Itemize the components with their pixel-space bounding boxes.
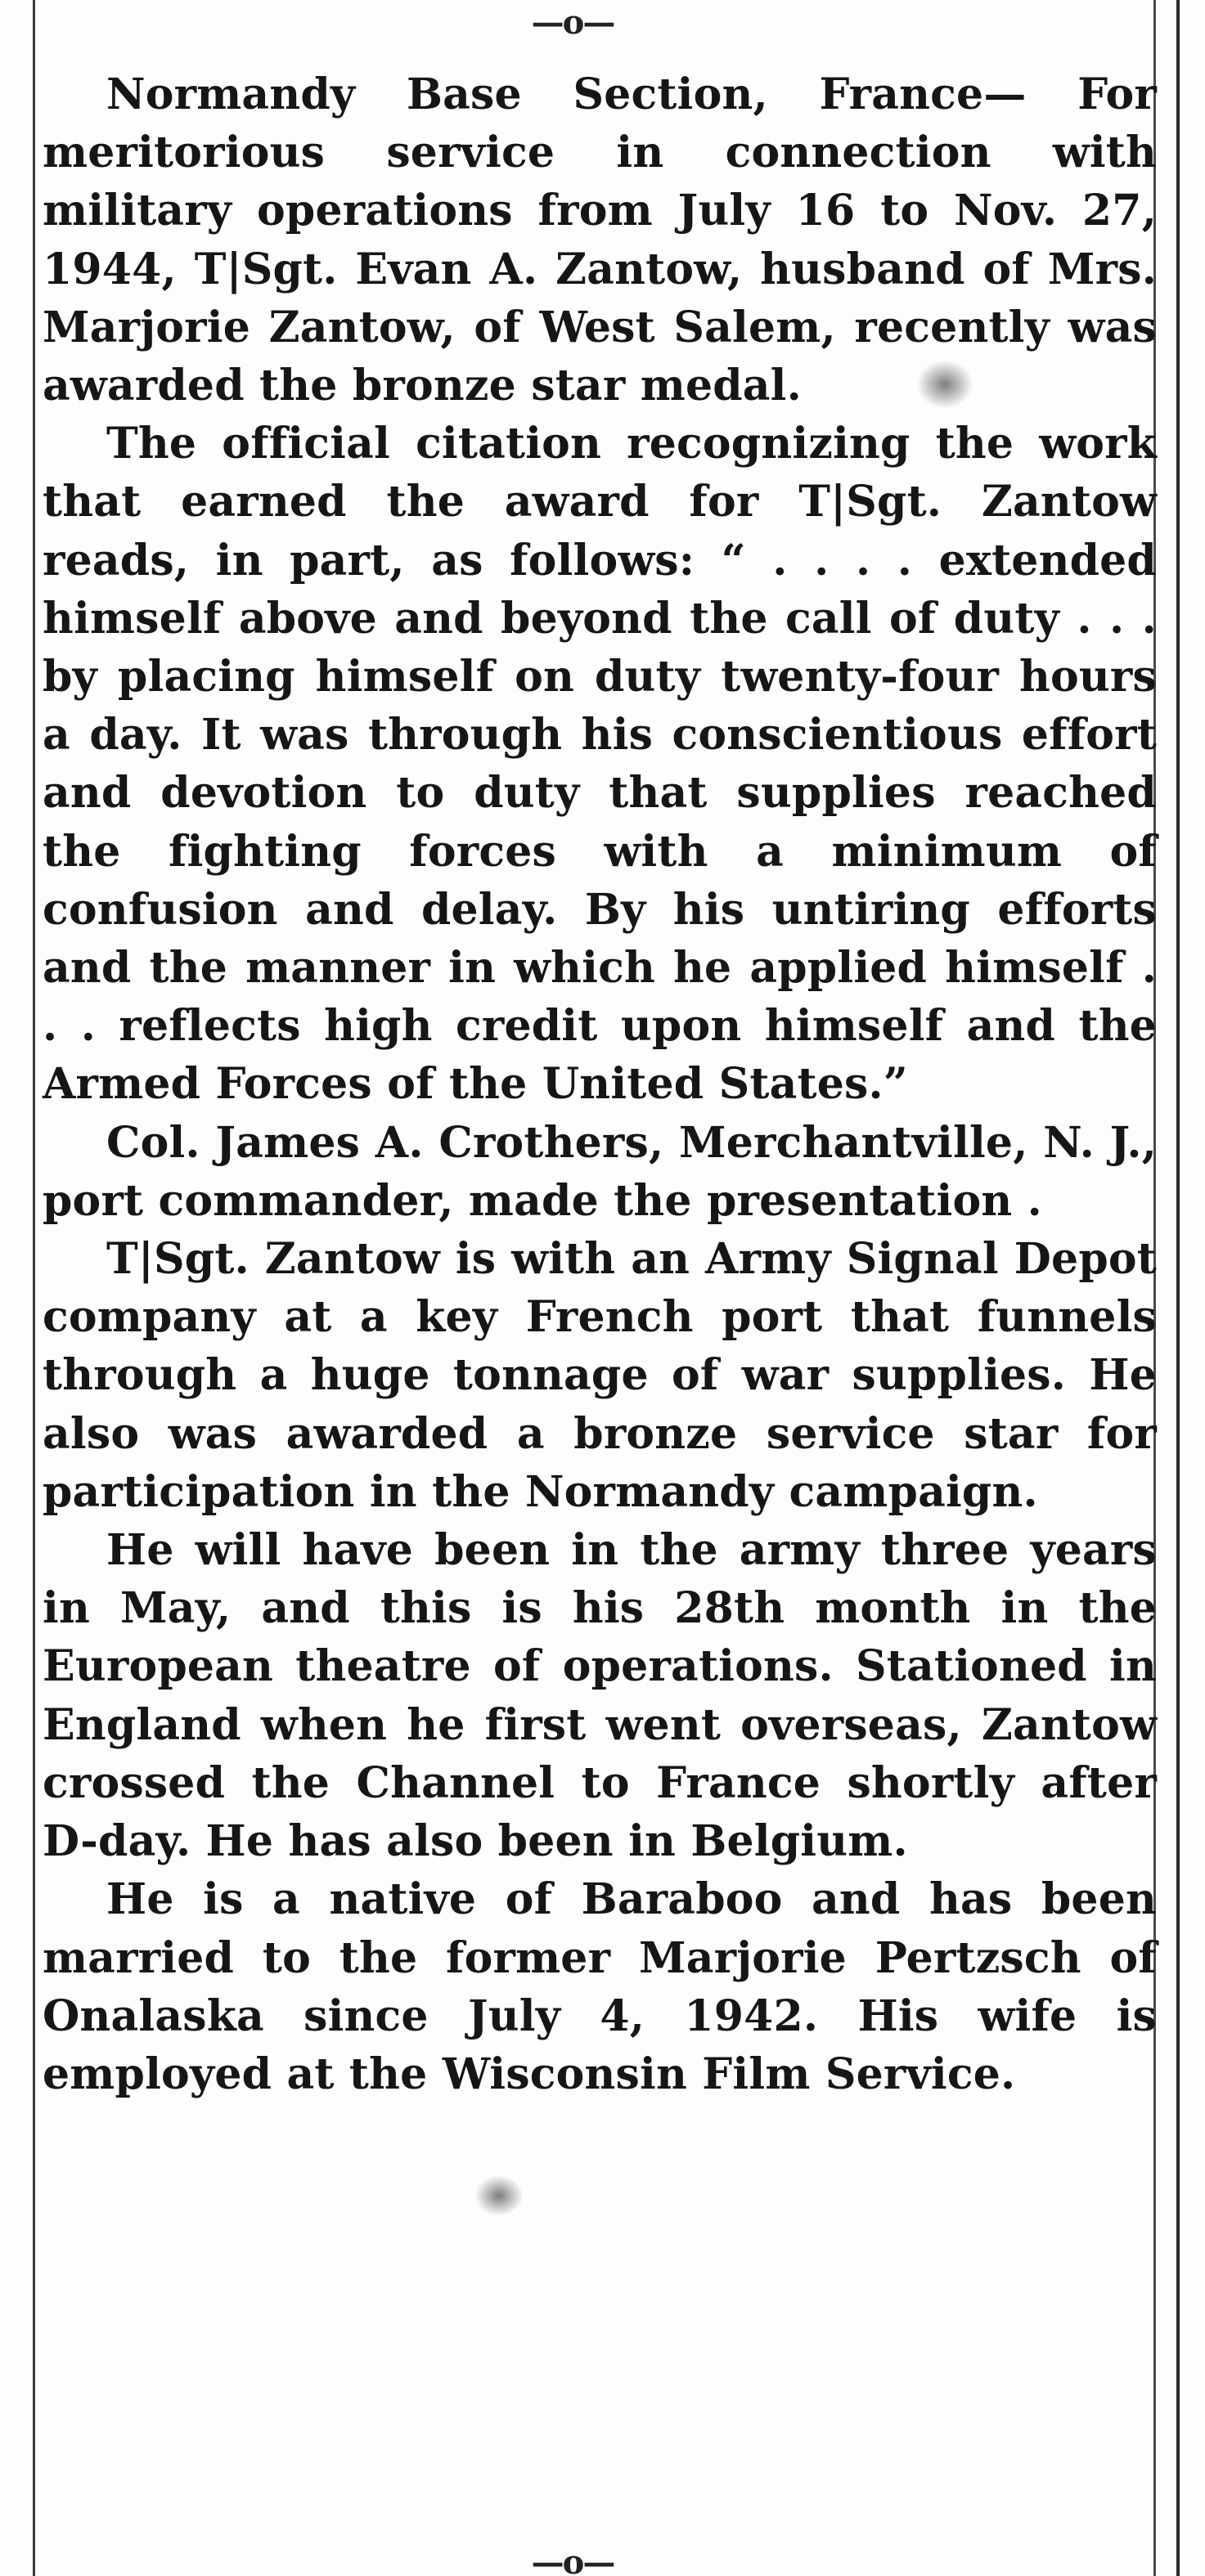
ink-smudge (916, 360, 973, 409)
paragraph-assignment: T|Sgt. Zantow is with an Army Signal Depot company at a key French port that funnels through a huge tonnage of war supplies. He also was awarded a bronze service star for participation in the Normandy campaign. (43, 1234, 1157, 1517)
article-body (43, 65, 1157, 2103)
paragraph-service-history: He will have been in the army three years in May, and this is his 28th month in the European theatre of operations. Stationed in England when he first went overseas, Zantow crossed the Channel to France shortly after D-day. He has also been in Belgium. (43, 1525, 1157, 1867)
top-separator-ornament: —o— (531, 3, 614, 42)
right-column-rule (1176, 0, 1180, 2576)
bottom-separator-ornament: —o— (531, 2545, 614, 2576)
paragraph-citation: The official citation recognizing the work that earned the award for T|Sgt. Zantow reads, in part, as follows: “ . . . . extended himself above and beyond the call of duty . . . by placing himself on duty twenty-four hours a day. It was through his conscientious effort and devotion to duty that supplies reached the fighting forces with a minimum of confusion and delay. By his untiring efforts and the manner in which he applied himself . . . reflects high credit upon himself and the Armed Forces of the United States.” (43, 419, 1157, 1110)
paragraph-award-announcement: Normandy Base Section, France— For meritorious service in connection with military operations from July 16 to Nov. 27, 1944, T|Sgt. Evan A. Zantow, husband of Mrs. Marjorie Zantow, of West Salem, recently was awarded the bronze star medal. (43, 70, 1157, 411)
paragraph-biography: He is a native of Baraboo and has been married to the former Marjorie Pertzsch of Onalaska since July 4, 1942. His wife is employed at the Wisconsin Film Service. (43, 1874, 1157, 2099)
left-column-rule (33, 0, 35, 2576)
paragraph-presentation: Col. James A. Crothers, Merchantville, N. J., port commander, made the presentation . (43, 1117, 1157, 1226)
ink-smudge (474, 2175, 524, 2216)
